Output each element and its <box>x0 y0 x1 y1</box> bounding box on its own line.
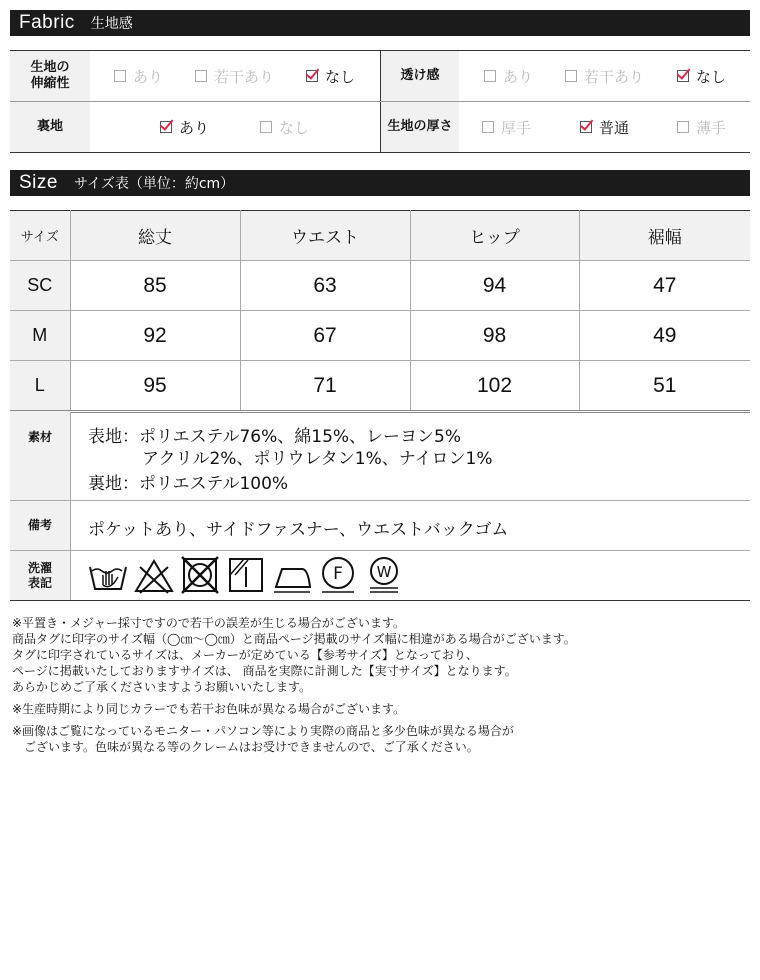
sheer-option-none: なし <box>677 51 726 101</box>
thickness-label: 生地の厚さ <box>381 102 459 152</box>
fabric-row-2 <box>10 102 750 152</box>
material-section <box>10 412 750 501</box>
washing-label: 洗濯 表記 <box>10 551 71 600</box>
remarks-section <box>10 501 750 551</box>
size-column-header: サイズ <box>10 211 70 261</box>
size-label: SC <box>10 261 70 311</box>
table-row <box>10 311 750 361</box>
no-tumble-dry-icon <box>180 555 220 595</box>
remarks-label: 備考 <box>10 501 71 550</box>
table-row <box>10 261 750 311</box>
note-line: タグに印字されているサイズは、メーカーが定めている【参考サイズ】となっており、 <box>12 648 478 662</box>
fabric-section-header <box>10 10 750 36</box>
note-line: 商品タグに印字のサイズ幅（◯㎝～◯㎝）と商品ページ掲載のサイズ幅に相違がある場合がございます。 <box>12 632 576 646</box>
material-line-2: アクリル2%、ポリウレタン1%、ナイロン1% <box>142 449 493 469</box>
stretch-option-yes: あり <box>114 51 163 101</box>
checked-checkbox-icon <box>160 121 172 133</box>
line-dry-shade-icon <box>226 555 266 595</box>
thickness-option-thick: 厚手 <box>482 102 531 152</box>
fabric-title: Fabric <box>19 12 75 33</box>
stretch-label: 生地の 伸縮性 <box>10 51 90 101</box>
stretch-option-none: なし <box>306 51 355 101</box>
wet-clean-letter: W <box>376 563 392 581</box>
washing-section <box>10 551 750 601</box>
dry-clean-letter: F <box>333 564 343 584</box>
no-bleach-icon <box>134 555 174 595</box>
checkbox-icon <box>482 121 494 133</box>
table-cell: 85 <box>70 261 240 311</box>
fabric-row-1 <box>10 51 750 102</box>
size-subtitle: サイズ表（単位：約cm） <box>73 176 235 192</box>
stretch-option-slight: 若干あり <box>195 51 274 101</box>
checkbox-icon <box>677 121 689 133</box>
wet-clean-w-icon <box>364 555 404 595</box>
material-line-1: 表地：ポリエステル76%、綿15%、レーヨン5% <box>88 427 462 447</box>
column-header-waist: ウエスト <box>240 211 410 261</box>
table-cell: 49 <box>579 311 750 361</box>
note-line: ※生産時期により同じカラーでも若干お色味が異なる場合がございます。 <box>12 702 406 716</box>
checkbox-icon <box>484 70 496 82</box>
column-header-hip: ヒップ <box>410 211 579 261</box>
checkbox-icon <box>565 70 577 82</box>
notes-block <box>12 615 576 755</box>
lining-option-yes: あり <box>160 102 209 152</box>
size-table <box>10 210 750 413</box>
sheer-label: 透け感 <box>381 51 459 101</box>
table-cell: 71 <box>240 361 410 412</box>
note-line: ※平置き・メジャー採寸ですので若干の誤差が生じる場合がございます。 <box>12 616 405 630</box>
dry-clean-f-icon <box>318 555 358 595</box>
table-cell: 95 <box>70 361 240 412</box>
low-iron-icon <box>272 555 312 595</box>
checked-checkbox-icon <box>306 70 318 82</box>
fabric-subtitle: 生地感 <box>90 16 133 32</box>
sheer-option-slight: 若干あり <box>565 51 644 101</box>
table-row <box>10 361 750 412</box>
lining-label: 裏地 <box>10 102 90 152</box>
table-cell: 92 <box>70 311 240 361</box>
column-header-length: 総丈 <box>70 211 240 261</box>
size-label: M <box>10 311 70 361</box>
washing-icons <box>88 555 404 595</box>
checkbox-icon <box>260 121 272 133</box>
size-label: L <box>10 361 70 412</box>
checkbox-icon <box>195 70 207 82</box>
size-title: Size <box>19 172 58 193</box>
note-line: ございます。色味が異なる等のクレームはお受けできませんので、ご了承ください。 <box>12 740 479 754</box>
lining-option-no: なし <box>260 102 309 152</box>
hand-wash-icon <box>88 555 128 595</box>
column-header-hem-width: 裾幅 <box>579 211 750 261</box>
checked-checkbox-icon <box>677 70 689 82</box>
checkbox-icon <box>114 70 126 82</box>
table-cell: 102 <box>410 361 579 412</box>
table-cell: 94 <box>410 261 579 311</box>
table-cell: 67 <box>240 311 410 361</box>
thickness-option-normal: 普通 <box>580 102 629 152</box>
size-section-header <box>10 170 750 196</box>
material-label: 素材 <box>10 412 71 500</box>
remarks-text: ポケットあり、サイドファスナー、ウエストバックゴム <box>88 520 509 540</box>
note-line: ページに掲載いたしておりますサイズは、 商品を実際に計測した【実寸サイズ】となります。 <box>12 664 517 678</box>
fabric-table <box>10 50 750 153</box>
material-line-3: 裏地：ポリエステル100% <box>88 474 289 494</box>
table-cell: 98 <box>410 311 579 361</box>
table-cell: 51 <box>579 361 750 412</box>
size-table-header-row <box>10 211 750 261</box>
table-cell: 47 <box>579 261 750 311</box>
sheer-option-yes: あり <box>484 51 533 101</box>
note-line: ※画像はご覧になっているモニター・パソコン等により実際の商品と多少色味が異なる場合が <box>12 724 514 738</box>
checked-checkbox-icon <box>580 121 592 133</box>
note-line: あらかじめご了承くださいますようお願いいたします。 <box>12 680 312 694</box>
table-cell: 63 <box>240 261 410 311</box>
thickness-option-thin: 薄手 <box>677 102 726 152</box>
